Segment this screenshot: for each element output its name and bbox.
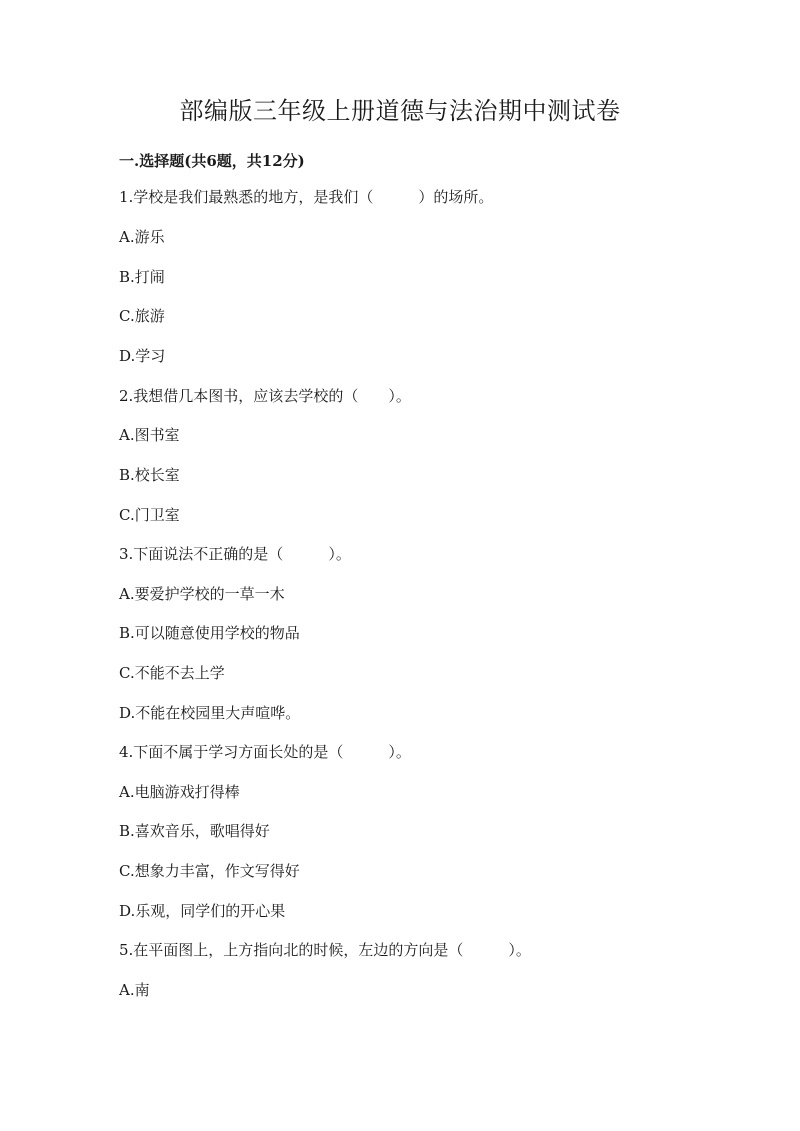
option-item: B.喜欢音乐，歌唱得好 — [119, 822, 270, 840]
option-item: B.校长室 — [119, 466, 180, 484]
option-item: A.要爱护学校的一草一木 — [119, 585, 285, 603]
question-stem: 5.在平面图上，上方指向北的时候，左边的方向是（ ）。 — [119, 941, 531, 959]
option-item: C.门卫室 — [119, 506, 180, 524]
question-stem: 3.下面说法不正确的是（ ）。 — [119, 545, 351, 563]
page-title: 部编版三年级上册道德与法治期中测试卷 — [179, 97, 621, 125]
option-item: A.游乐 — [119, 228, 165, 246]
option-item: A.图书室 — [119, 426, 180, 444]
option-item: C.旅游 — [119, 307, 165, 325]
option-item: B.打闹 — [119, 268, 165, 286]
question-stem: 1.学校是我们最熟悉的地方，是我们（ ）的场所。 — [119, 188, 494, 206]
option-item: C.想象力丰富，作文写得好 — [119, 862, 300, 880]
option-item: B.可以随意使用学校的物品 — [119, 624, 300, 642]
option-item: C.不能不去上学 — [119, 664, 225, 682]
question-stem: 2.我想借几本图书，应该去学校的（ ）。 — [119, 387, 411, 405]
option-item: D.不能在校园里大声喧哗。 — [119, 704, 301, 722]
question-stem: 4.下面不属于学习方面长处的是（ ）。 — [119, 743, 411, 761]
option-item: D.乐观，同学们的开心果 — [119, 902, 286, 920]
section-heading: 一.选择题(共6题，共12分) — [119, 152, 305, 170]
option-item: D.学习 — [119, 347, 166, 365]
option-item: A.电脑游戏打得棒 — [119, 783, 240, 801]
option-item: A.南 — [119, 981, 150, 999]
